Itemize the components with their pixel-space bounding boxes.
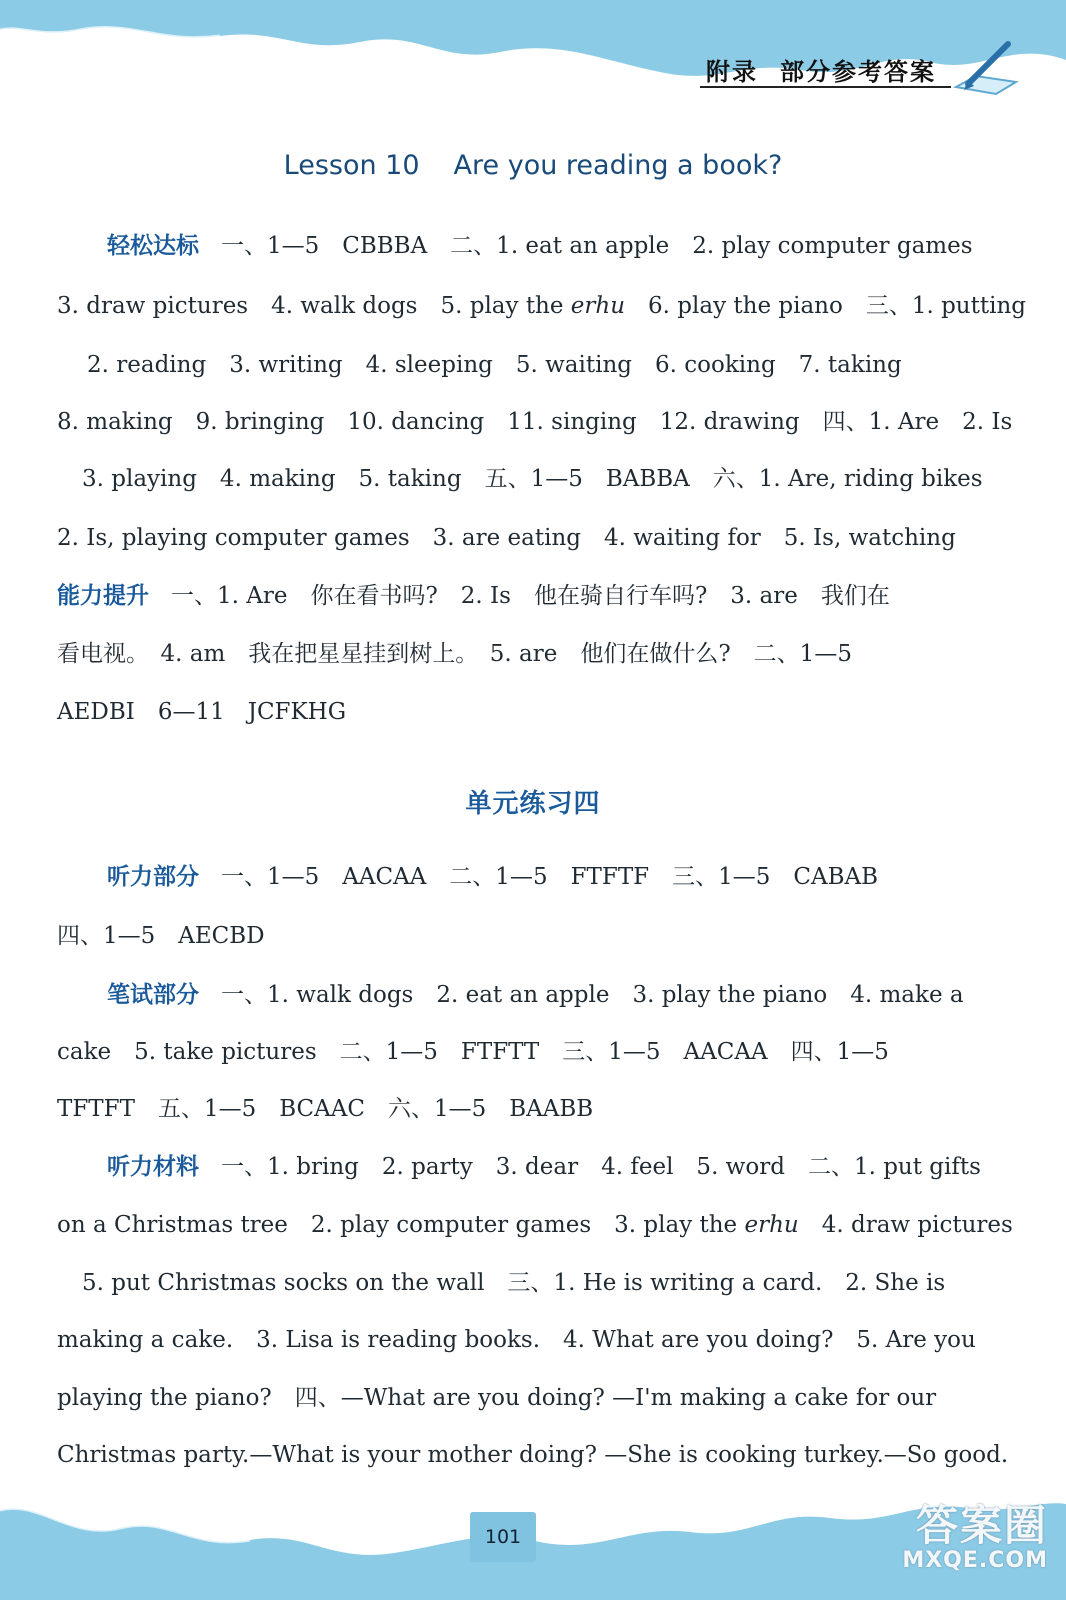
- page-number: 101: [470, 1512, 536, 1562]
- answer-text: 6. play the piano 三、1. putting: [625, 293, 1026, 319]
- sec1-line-1: [107, 230, 973, 262]
- sec1-line-6: 2. Is, playing computer games 3. are eating 4. waiting for 5. Is, watching: [57, 525, 956, 551]
- sec3-line-1: [107, 861, 937, 893]
- answer-italic: erhu: [570, 293, 626, 319]
- answer-text: 一、1—5 AACAA 二、1—5 FTFTF 三、1—5 CABAB: [221, 864, 879, 890]
- sec1-line-3: 2. reading 3. writing 4. sleeping 5. waiting 6. cooking 7. taking: [87, 352, 902, 378]
- lesson-name: Are you reading a book?: [453, 150, 783, 181]
- sec4-line-2: cake 5. take pictures 二、1—5 FTFTT 三、1—5 AACAA 四、1—5: [57, 1039, 889, 1065]
- answer-text: on a Christmas tree 2. play computer games 3. play the: [57, 1212, 745, 1238]
- sec5-line-4: making a cake. 3. Lisa is reading books. 4. What are you doing? 5. Are you: [57, 1327, 976, 1353]
- answer-text: 一、1. bring 2. party 3. dear 4. feel 5. word 二、1. put gifts: [221, 1154, 981, 1180]
- answer-text: 一、1. walk dogs 2. eat an apple 3. play the piano 4. make a: [221, 982, 964, 1008]
- sec3-line-2: 四、1—5 AECBD: [57, 923, 265, 949]
- lesson-number: Lesson 10: [283, 150, 420, 181]
- answer-text: 3. draw pictures 4. walk dogs 5. play the: [57, 293, 571, 319]
- sec1-line-2: [57, 290, 1026, 322]
- header-appendix: 附录: [706, 57, 758, 86]
- lesson-title: [0, 150, 1066, 181]
- header-answers: 部分参考答案: [780, 57, 936, 86]
- header-title: [684, 52, 936, 87]
- watermark-url: MXQE.COM: [902, 1548, 1048, 1573]
- answer-text: 一、1—5 CBBBA 二、1. eat an apple 2. play computer games: [221, 233, 973, 259]
- sec5-line-2: [57, 1209, 1013, 1241]
- section-label-written: 笔试部分: [107, 982, 199, 1008]
- pencil-icon: [946, 32, 1026, 112]
- sec4-line-1: [107, 979, 964, 1011]
- sec2-line-1: [57, 580, 962, 612]
- sec4-line-3: TFTFT 五、1—5 BCAAC 六、1—5 BAABB: [57, 1096, 594, 1122]
- sec5-line-3: 5. put Christmas socks on the wall 三、1. He is writing a card. 2. She is: [82, 1270, 946, 1296]
- unit-title: 单元练习四: [465, 789, 601, 819]
- watermark-cn: 答案圈: [915, 1501, 1048, 1550]
- answer-italic: erhu: [744, 1212, 799, 1238]
- section-label-ability: 能力提升: [57, 583, 149, 609]
- watermark: [848, 1501, 1048, 1584]
- answer-text: 一、1. Are 你在看书吗? 2. Is 他在骑自行车吗? 3. are 我们在: [171, 583, 890, 609]
- section-label-listening: 听力部分: [107, 864, 199, 890]
- answer-text: 4. draw pictures: [798, 1212, 1013, 1238]
- sec2-line-3: AEDBI 6—11 JCFKHG: [57, 699, 347, 725]
- sec5-line-6: Christmas party.—What is your mother doing? —She is cooking turkey.—So good.: [57, 1442, 1009, 1468]
- sec1-line-5: 3. playing 4. making 5. taking 五、1—5 BABBA 六、1. Are, riding bikes: [82, 466, 983, 492]
- sec5-line-1: [107, 1151, 981, 1183]
- sec2-line-2: 看电视。 4. am 我在把星星挂到树上。 5. are 他们在做什么? 二、1—5: [57, 641, 852, 667]
- header-underline: [700, 86, 951, 88]
- section-label-easy: 轻松达标: [107, 233, 199, 259]
- sec5-line-5: playing the piano? 四、—What are you doing? —I'm making a cake for our: [57, 1385, 937, 1411]
- section-label-transcript: 听力材料: [107, 1154, 199, 1180]
- sec1-line-4: 8. making 9. bringing 10. dancing 11. singing 12. drawing 四、1. Are 2. Is: [57, 409, 1013, 435]
